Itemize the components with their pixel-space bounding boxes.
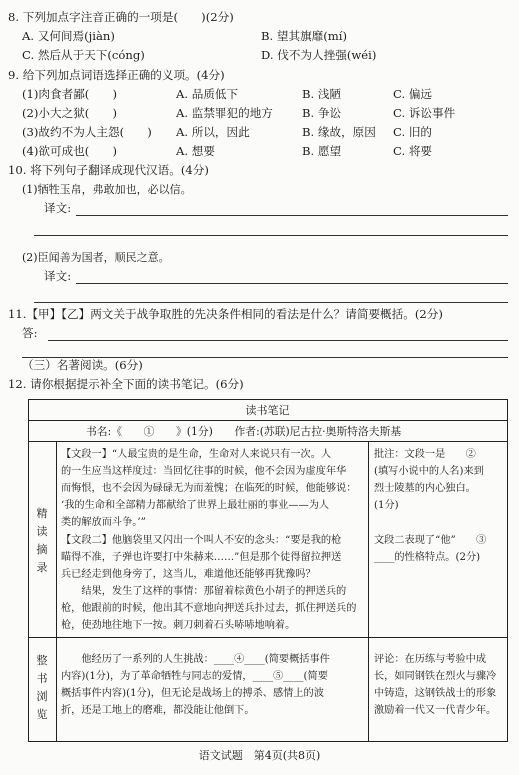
excerpt-line: 枪，他跟前的时候，他出其不意地向押送兵扑过去，抓住押送兵的 — [61, 603, 357, 614]
q9-item-4-b: B. 愿望 — [302, 144, 342, 158]
q11-answer-label: 答: — [22, 326, 38, 340]
note-line: (填写小说中的人名)来到 — [374, 466, 484, 477]
table-divider — [56, 441, 57, 741]
table-divider — [28, 420, 507, 421]
answer-line[interactable] — [76, 215, 508, 216]
excerpt-line: 结果，发生了这样的事情：那留着棕黄色小胡子的押送兵的 — [61, 586, 347, 597]
q9-item-2-b: B. 争讼 — [302, 106, 342, 120]
q9-item-3: (3)故约不为人主怨( ) — [22, 125, 152, 139]
q9-item-1-a: A. 品质低下 — [176, 87, 239, 101]
q9-item-2-a: A. 监禁罪犯的地方 — [176, 106, 273, 120]
q8-stem: 8. 下列加点字注音正确的一项是( )(2分) — [8, 10, 234, 24]
overview-line: 内容)(1分)，为了革命牺牲与同志的爱情，____⑤____(简要 — [61, 671, 328, 682]
section-heading: （三）名著阅读。(6分) — [22, 358, 143, 372]
q8-option-d: D. 伐不为人挫强(wéi) — [261, 48, 377, 62]
answer-line[interactable] — [76, 283, 508, 284]
side-char: 整 — [36, 654, 48, 667]
answer-line[interactable] — [34, 302, 508, 303]
comment-line: 激励着一代又一代青少年。 — [374, 705, 497, 716]
comment-line: 长，如同钢铁在烈火与骤冷 — [374, 671, 497, 682]
q10-translation-label-2: 译文: — [44, 269, 72, 283]
comment-line: 中铸造，这钢铁战士的形象 — [374, 688, 497, 699]
q9-item-2-c: C. 诉讼事件 — [393, 106, 456, 120]
q9-item-3-c: C. 旧的 — [393, 125, 433, 139]
q10-sentence-2: (2)臣闻善为国者，顺民之意。 — [22, 251, 170, 264]
q10-sentence-1: (1)牺牲玉帛，弗敢加也，必以信。 — [22, 183, 192, 196]
excerpt-line: 类的解放而斗争。’” — [61, 517, 146, 528]
note-line: 文段二表现了“他” ③ — [374, 535, 507, 546]
overview-line: 折，还是工地上的磨难，都没能让他倒下。 — [61, 705, 255, 716]
answer-line[interactable] — [48, 340, 508, 341]
q8-option-b: B. 望其旗靡(mí) — [261, 29, 348, 43]
excerpt-line: 【文段一】“人最宝贵的是生命，生命对人来说只有一次。人 — [61, 449, 332, 460]
q9-item-4: (4)欲可成也( ) — [22, 144, 118, 158]
note-line: (1分) — [374, 500, 399, 511]
overview-line: 概括事件内容)(1分)，但无论是战场上的搏杀、感情上的波 — [61, 688, 324, 699]
page-footer: 语文试题 第4页(共8页) — [198, 749, 321, 762]
q8-option-a: A. 又何间焉(jiàn) — [22, 29, 115, 43]
q9-item-4-c: C. 将要 — [393, 144, 433, 158]
side-char: 摘 — [36, 543, 48, 556]
excerpt-line: 兵已经走到他身旁了，这当儿，难道他还能够再犹豫吗？ — [61, 569, 316, 580]
excerpt-line: 枪，使劲地往地下一按。刺刀刺着石头哧哧地响着。 — [61, 620, 296, 631]
excerpt-line: ‘我的生命和全部精力都献给了世界上最壮丽的事业——为人 — [61, 500, 330, 511]
side-char: 读 — [36, 525, 48, 538]
note-line: ____的性格特点。(2分) — [374, 552, 481, 563]
q9-item-2: (2)小大之狱( ) — [22, 106, 118, 120]
q11-stem: 11.【甲】【乙】两文关于战争取胜的先决条件相同的看法是什么？请简要概括。(2分) — [8, 307, 443, 321]
excerpt-line: 的一生应当这样度过：当回忆往事的时候，他不会因为虚度年华 — [61, 466, 347, 477]
side-char: 浏 — [36, 690, 48, 703]
q9-stem: 9. 给下列加点词语选择正确的义项。(4分) — [8, 68, 225, 82]
table-title: 读书笔记 — [245, 404, 290, 417]
table-divider — [28, 637, 507, 638]
table-divider — [368, 441, 369, 741]
overview-line: 他经历了一系列的人生挑战：____④____(简要概括事件 — [61, 654, 330, 665]
answer-line[interactable] — [34, 235, 508, 236]
side-char: 览 — [36, 708, 48, 721]
q10-stem: 10. 将下列句子翻译成现代汉语。(4分) — [8, 163, 209, 177]
q9-item-1-b: B. 浅陋 — [302, 87, 342, 101]
note-line: 批注：文段一是 ② — [374, 449, 497, 460]
q9-item-3-b: B. 缘故，原因 — [302, 125, 376, 139]
q9-item-3-a: A. 所以，因此 — [176, 125, 250, 139]
table-divider — [28, 441, 507, 442]
excerpt-line: 瞄得不准，子弹也许要打中朱赫来……”但是那个徒得留拉押送 — [61, 552, 342, 563]
side-char: 精 — [36, 507, 48, 520]
q9-item-1-c: C. 偏远 — [393, 87, 433, 101]
note-line: 烈士陵墓的内心独白。 — [374, 483, 476, 494]
excerpt-line: 而悔恨，也不会因为碌碌无为而羞愧；在临死的时候，他能够说： — [61, 483, 357, 494]
comment-line: 评论：在历练与考验中成 — [374, 654, 487, 665]
q10-translation-label-1: 译文: — [44, 201, 72, 215]
q9-item-4-a: A. 想要 — [176, 144, 215, 158]
q8-option-c: C. 然后从于天下(cóng) — [22, 48, 145, 62]
q12-stem: 12. 请你根据提示补全下面的读书笔记。(6分) — [8, 377, 244, 391]
book-title-line: 书名:《 ① 》(1分) 作者:(苏联)尼古拉·奥斯特洛夫斯基 — [86, 425, 402, 438]
side-char: 录 — [36, 561, 48, 574]
excerpt-line: 【文段二】他脑袋里又闪出一个叫人不安的念头：“要是我的枪 — [61, 535, 342, 546]
q9-item-1: (1)肉食者鄙( ) — [22, 87, 118, 101]
side-char: 书 — [36, 672, 48, 685]
